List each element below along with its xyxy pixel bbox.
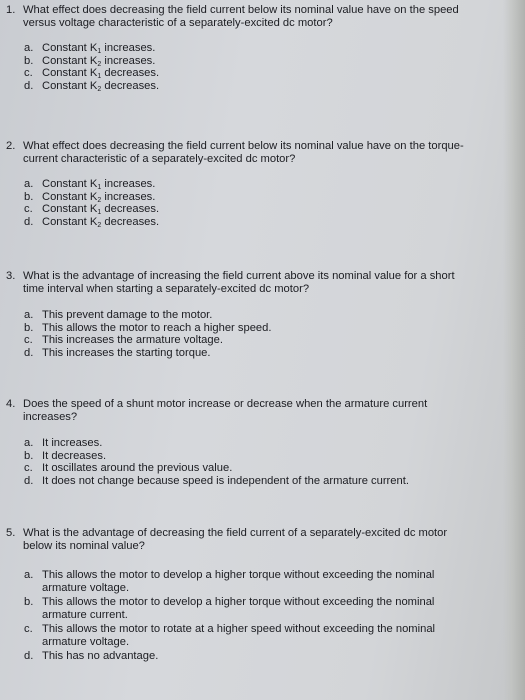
option-text: Constant $K_2$ decreases. bbox=[42, 79, 160, 93]
question-3 bbox=[6, 270, 466, 359]
answer-options bbox=[6, 309, 466, 359]
answer-options bbox=[6, 437, 466, 487]
question-header bbox=[6, 398, 466, 424]
option-a bbox=[24, 309, 466, 322]
option-text: This increases the starting torque. bbox=[42, 346, 211, 359]
option-letter: a. bbox=[24, 437, 34, 449]
option-a bbox=[24, 569, 476, 594]
option-letter: a. bbox=[24, 309, 34, 321]
option-c bbox=[24, 203, 466, 216]
option-letter: c. bbox=[24, 334, 33, 346]
option-c bbox=[24, 623, 476, 648]
option-b bbox=[24, 322, 466, 335]
option-text: It does not change because speed is independent of the armature current. bbox=[42, 474, 409, 487]
question-number: 3. bbox=[6, 270, 16, 282]
question-number: 1. bbox=[6, 4, 16, 16]
question-number: 5. bbox=[6, 527, 16, 539]
option-a bbox=[24, 42, 466, 55]
option-letter: b. bbox=[24, 190, 34, 203]
option-text: Constant $K_2$ increases. bbox=[42, 190, 156, 204]
option-letter: a. bbox=[24, 569, 34, 581]
question-text: What effect does decreasing the field current below its nominal value have on the torque-current characteristic of a separately-excited dc motor? bbox=[23, 140, 464, 165]
option-letter: d. bbox=[24, 474, 34, 487]
option-text: Constant $K_2$ increases. bbox=[42, 54, 156, 68]
question-4 bbox=[6, 398, 466, 487]
option-c bbox=[24, 67, 466, 80]
question-header bbox=[6, 527, 476, 553]
answer-options bbox=[6, 178, 466, 228]
option-letter: c. bbox=[24, 623, 33, 635]
option-a bbox=[24, 178, 466, 191]
question-text: What is the advantage of decreasing the field current of a separately-excited dc motor below its nominal value? bbox=[23, 527, 448, 552]
option-text: It increases. bbox=[42, 437, 103, 449]
question-header bbox=[6, 4, 466, 30]
option-letter: b. bbox=[24, 449, 34, 462]
question-header bbox=[6, 270, 466, 296]
option-d bbox=[24, 80, 466, 93]
option-text: It decreases. bbox=[42, 449, 107, 462]
option-text: This prevent damage to the motor. bbox=[42, 309, 213, 321]
option-letter: b. bbox=[24, 54, 34, 67]
option-letter: a. bbox=[24, 42, 34, 54]
question-header bbox=[6, 140, 466, 166]
option-b bbox=[24, 191, 466, 204]
option-text: Constant $K_1$ increases. bbox=[42, 42, 156, 55]
option-text: This allows the motor to rotate at a higher speed without exceeding the nominal armature voltage. bbox=[42, 623, 436, 648]
option-text: Constant $K_2$ decreases. bbox=[42, 215, 160, 229]
option-letter: c. bbox=[24, 462, 33, 474]
option-text: This allows the motor to develop a higher torque without exceeding the nominal armature voltage. bbox=[42, 569, 435, 594]
option-text: This has no advantage. bbox=[42, 650, 159, 662]
answer-options bbox=[6, 569, 476, 663]
option-d bbox=[24, 216, 466, 229]
option-letter: d. bbox=[24, 346, 34, 359]
question-2 bbox=[6, 140, 466, 228]
option-text: Constant $K_1$ decreases. bbox=[42, 203, 160, 216]
question-number: 4. bbox=[6, 398, 16, 410]
answer-options bbox=[6, 42, 466, 92]
question-5 bbox=[6, 527, 476, 665]
option-d bbox=[24, 650, 476, 663]
option-letter: d. bbox=[24, 215, 34, 228]
option-letter: d. bbox=[24, 79, 34, 92]
option-letter: c. bbox=[24, 203, 33, 215]
option-text: This increases the armature voltage. bbox=[42, 334, 223, 346]
option-d bbox=[24, 475, 466, 488]
option-c bbox=[24, 462, 466, 475]
option-letter: a. bbox=[24, 178, 34, 190]
option-text: It oscillates around the previous value. bbox=[42, 462, 233, 474]
option-text: This allows the motor to develop a higher torque without exceeding the nominal armature current. bbox=[42, 596, 435, 621]
option-letter: d. bbox=[24, 650, 34, 662]
option-b bbox=[24, 596, 476, 621]
option-text: Constant $K_1$ decreases. bbox=[42, 67, 160, 80]
question-text: Does the speed of a shunt motor increase or decrease when the armature current increases? bbox=[23, 398, 428, 423]
option-text: This allows the motor to reach a higher speed. bbox=[42, 321, 272, 334]
option-c bbox=[24, 334, 466, 347]
question-text: What effect does decreasing the field current below its nominal value have on the speed versus voltage characteristic of a separately-excited dc motor? bbox=[23, 4, 459, 29]
option-b bbox=[24, 55, 466, 68]
option-letter: b. bbox=[24, 321, 34, 334]
option-b bbox=[24, 450, 466, 463]
option-text: Constant $K_1$ increases. bbox=[42, 178, 156, 191]
question-1 bbox=[6, 4, 466, 92]
question-text: What is the advantage of increasing the field current above its nominal value for a short time interval when starting a separately-excited dc motor? bbox=[23, 270, 455, 295]
option-letter: b. bbox=[24, 596, 34, 608]
option-d bbox=[24, 347, 466, 360]
paper-edge-shadow bbox=[503, 0, 525, 700]
option-letter: c. bbox=[24, 67, 33, 79]
question-number: 2. bbox=[6, 140, 16, 152]
option-a bbox=[24, 437, 466, 450]
